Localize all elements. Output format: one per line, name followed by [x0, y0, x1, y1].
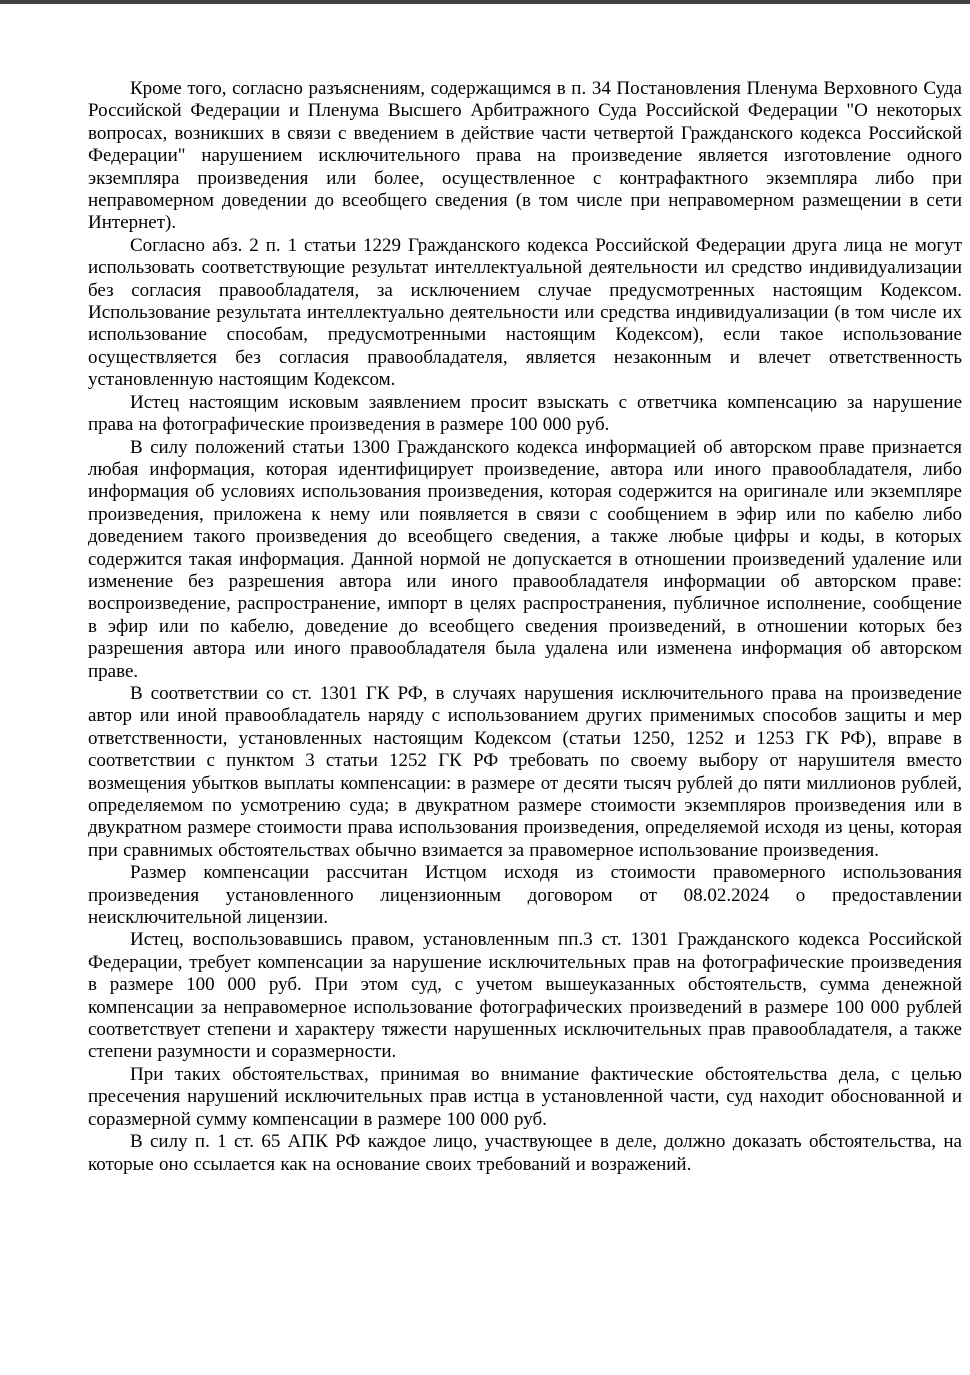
- paragraph-article-1301: В соответствии со ст. 1301 ГК РФ, в случаях нарушения исключительного права на произведение автор или иной правообладатель наряду с использованием других применимых способов защиты и мер ответственности, установленных настоящим Кодексом (статьи 1250, 1252 и 1253 ГК РФ), вправе в соответствии с пунктом 3 статьи 1252 ГК РФ требовать по своему выбору от нарушителя вместо возмещения убытков выплаты компенсации: в размере от десяти тысяч рублей до пяти миллионов рублей, определяемом по усмотрению суда; в двукратном размере стоимости экземпляров произведения или в двукратном размере стоимости права использования произведения, определяемой исходя из цены, которая при сравнимых обстоятельствах обычно взимается за правомерное использование произведения.: [88, 682, 962, 861]
- paragraph-article-1229: Согласно абз. 2 п. 1 статьи 1229 Гражданского кодекса Российской Федерации друга лица не могут использовать соответствующие результат интеллектуальной деятельности ил средство индивидуализации без согласия правообладателя, за исключением случае предусмотренных настоящим Кодексом. Использование результата интеллектуально деятельности или средства индивидуализации (в том числе их использование способам, предусмотренными настоящим Кодексом), если такое использование осуществляется без согласия правообладателя, является незаконным и влечет ответственность установленную настоящим Кодексом.: [88, 234, 962, 391]
- paragraph-claim-compensation: Истец настоящим исковым заявлением просит взыскать с ответчика компенсацию за нарушение права на фотографические произведения в размере 100 000 руб.: [88, 391, 962, 436]
- paragraph-plenum-34: Кроме того, согласно разъяснениям, содержащимся в п. 34 Постановления Пленума Верховного Суда Российской Федерации и Пленума Высшего Арбитражного Суда Российской Федерации "О некоторых вопросах, возникших в связи с введением в действие части четвертой Гражданского кодекса Российской Федерации" нарушением исключительного права на произведение является изготовление одного экземпляра произведения или более, осуществленное с контрафактного экземпляра либо при неправомерном доведении до всеобщего сведения (в том числе при неправомерном размещении в сети Интернет).: [88, 78, 962, 234]
- paragraph-compensation-calculation: Размер компенсации рассчитан Истцом исходя из стоимости правомерного использования произведения установленного лицензионным договором от 08.02.2024 о предоставлении неисключительной лицензии.: [88, 862, 962, 929]
- paragraph-claim-amount: Истец, воспользовавшись правом, установленным пп.3 ст. 1301 Гражданского кодекса Российской Федерации, требует компенсации за нарушение исключительных прав на фотографические произведения в размере 100 000 руб. При этом суд, с учетом вышеуказанных обстоятельств, сумма денежной компенсации за неправомерное использование фотографических произведений в размере 100 000 рублей соответствует степени и характеру тяжести нарушенных исключительных прав правообладателя, а также степени разумности и соразмерности.: [88, 929, 962, 1063]
- paragraph-court-finding: При таких обстоятельствах, принимая во внимание фактические обстоятельства дела, с целью пресечения нарушений исключительных прав истца в установленной части, суд находит обоснованной и соразмерной сумму компенсации в размере 100 000 руб.: [88, 1063, 962, 1130]
- scan-edge-bar: [0, 0, 970, 4]
- paragraph-article-1300: В силу положений статьи 1300 Гражданского кодекса информацией об авторском праве признается любая информация, которая идентифицирует произведение, автора или иного правообладателя, либо информация об условиях использования произведения, которая содержится на оригинале или экземпляре произведения, приложена к нему или появляется в связи с сообщением в эфир или по кабелю либо доведением такого произведения до всеобщего сведения, а также любые цифры и коды, в которых содержится такая информация. Данной нормой не допускается в отношении произведений удаление или изменение без разрешения автора или иного правообладателя информации об авторском праве: воспроизведение, распространение, импорт в целях распространения, публичное исполнение, сообщение в эфир или по кабелю, доведение до всеобщего сведения произведений, в отношении которых без разрешения автора или иного правообладателя была удалена или изменена информация об авторском праве.: [88, 436, 962, 682]
- document-text-block: [88, 78, 962, 1176]
- paragraph-apk-65: В силу п. 1 ст. 65 АПК РФ каждое лицо, участвующее в деле, должно доказать обстоятельства, на которые оно ссылается как на основание своих требований и возражений.: [88, 1131, 962, 1175]
